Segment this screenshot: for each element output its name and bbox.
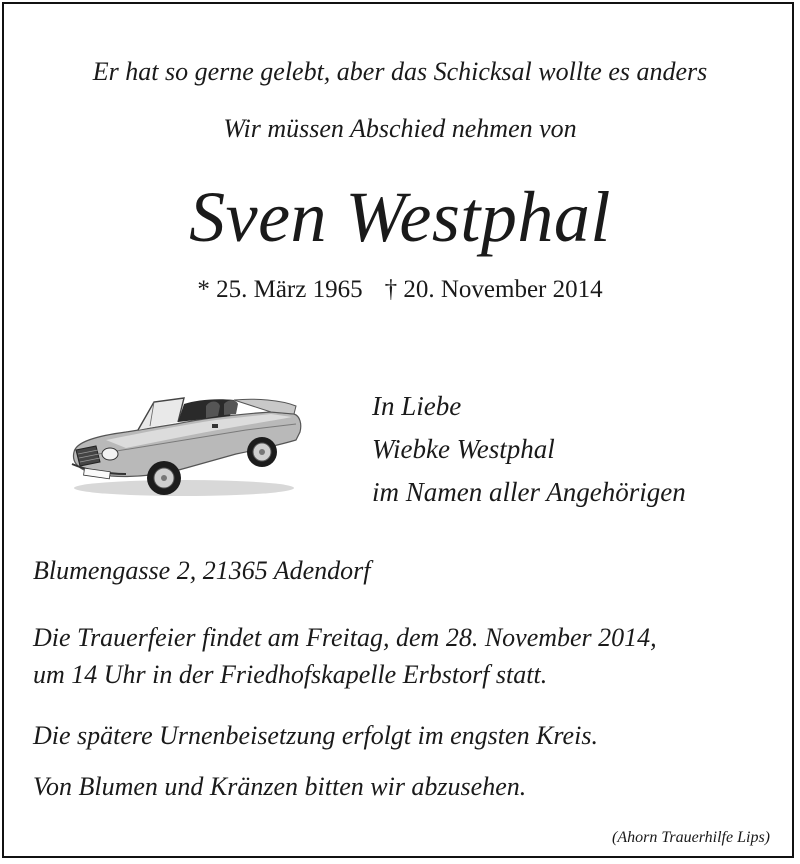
intro-line: Wir müssen Abschied nehmen von: [223, 114, 577, 143]
funeral-home-credit: (Ahorn Trauerhilfe Lips): [612, 829, 770, 846]
birth-date: * 25. März 1965: [197, 276, 363, 303]
motto-line: Er hat so gerne gelebt, aber das Schicksal wollte es anders: [92, 57, 708, 86]
convertible-car-image: [66, 390, 308, 502]
death-date: † 20. November 2014: [384, 276, 603, 303]
signature-line-3: im Namen aller Angehörigen: [372, 477, 686, 507]
life-dates: [0, 276, 800, 304]
ceremony-line-2: um 14 Uhr in der Friedhofskapelle Erbstorf statt.: [33, 660, 548, 689]
signature-line-2: Wiebke Westphal: [372, 434, 555, 464]
address-line: Blumengasse 2, 21365 Adendorf: [33, 556, 371, 585]
signature-line-1: In Liebe: [372, 391, 462, 421]
flowers-line: Von Blumen und Kränzen bitten wir abzusehen.: [33, 772, 527, 801]
deceased-name: Sven Westphal: [189, 177, 611, 257]
ceremony-line-1: Die Trauerfeier findet am Freitag, dem 28. November 2014,: [33, 623, 657, 652]
burial-line: Die spätere Urnenbeisetzung erfolgt im engsten Kreis.: [33, 721, 598, 750]
